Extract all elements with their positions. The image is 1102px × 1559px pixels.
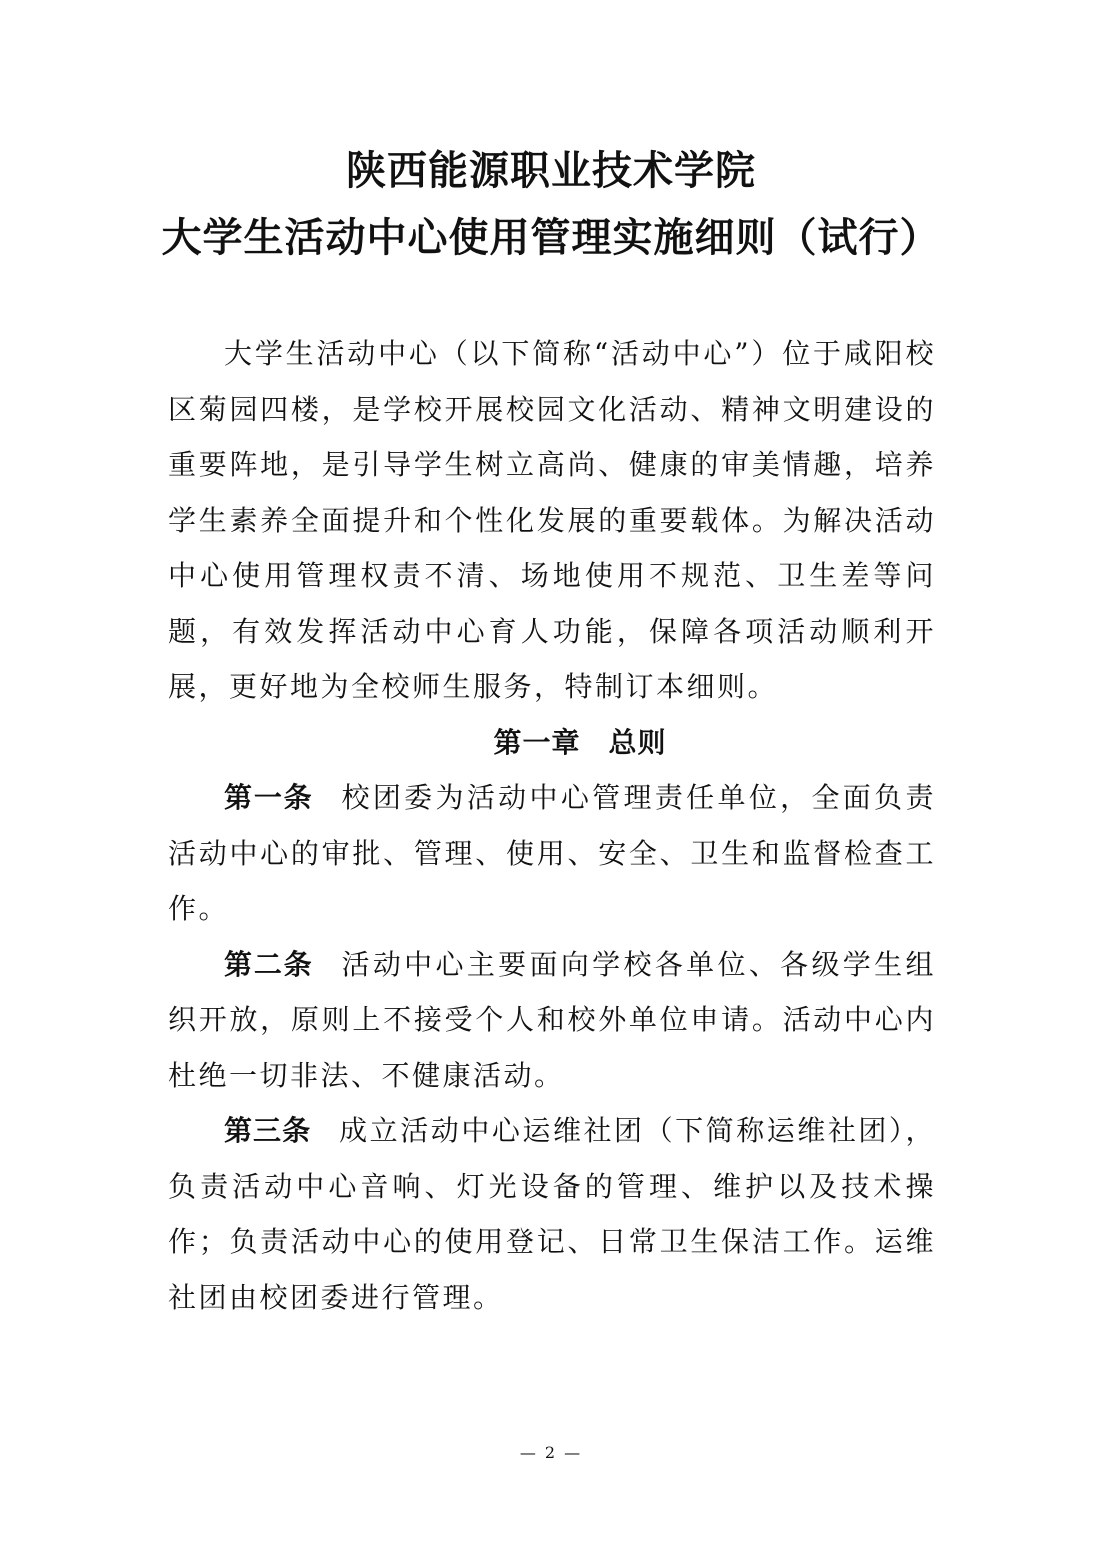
article-label: 第二条 [224, 947, 314, 981]
document-body [168, 326, 936, 1325]
article-paragraph [168, 770, 936, 937]
article-text: 校团委为活动中心管理责任单位，全面负责活动中心的审批、管理、使用、安全、卫生和监督检查工作。 [168, 781, 936, 925]
article-text: 活动中心主要面向学校各单位、各级学生组织开放，原则上不接受个人和校外单位申请。活动中心内杜绝一切非法、不健康活动。 [168, 947, 936, 1092]
chapter-heading [168, 715, 936, 771]
document-title-line2: 大学生活动中心使用管理实施细则（试行） [161, 215, 941, 261]
document-title-line1: 陕西能源职业技术学院 [346, 148, 756, 194]
article-label: 第一条 [224, 781, 314, 814]
article-paragraph [168, 937, 936, 1104]
chapter-number: 第一章 [493, 725, 581, 759]
page-number: — 2 — [519, 1443, 583, 1462]
intro-paragraph: 大学生活动中心（以下简称“活动中心”）位于咸阳校区菊园四楼，是学校开展校园文化活动、精神文明建设的重要阵地，是引导学生树立高尚、健康的审美情趣，培养学生素养全面提升和个性化发展的重要载体。为解决活动中心使用管理权责不清、场地使用不规范、卫生差等问题，有效发挥活动中心育人功能，保障各项活动顺利开展，更好地为全校师生服务，特制订本细则。 [168, 337, 936, 703]
chapter-title: 总则 [608, 725, 667, 759]
article-label: 第三条 [224, 1114, 312, 1147]
article-paragraph [168, 1103, 936, 1325]
article-text: 成立活动中心运维社团（下简称运维社团），负责活动中心音响、灯光设备的管理、维护以及技术操作；负责活动中心的使用登记、日常卫生保洁工作。运维社团由校团委进行管理。 [168, 1114, 936, 1314]
